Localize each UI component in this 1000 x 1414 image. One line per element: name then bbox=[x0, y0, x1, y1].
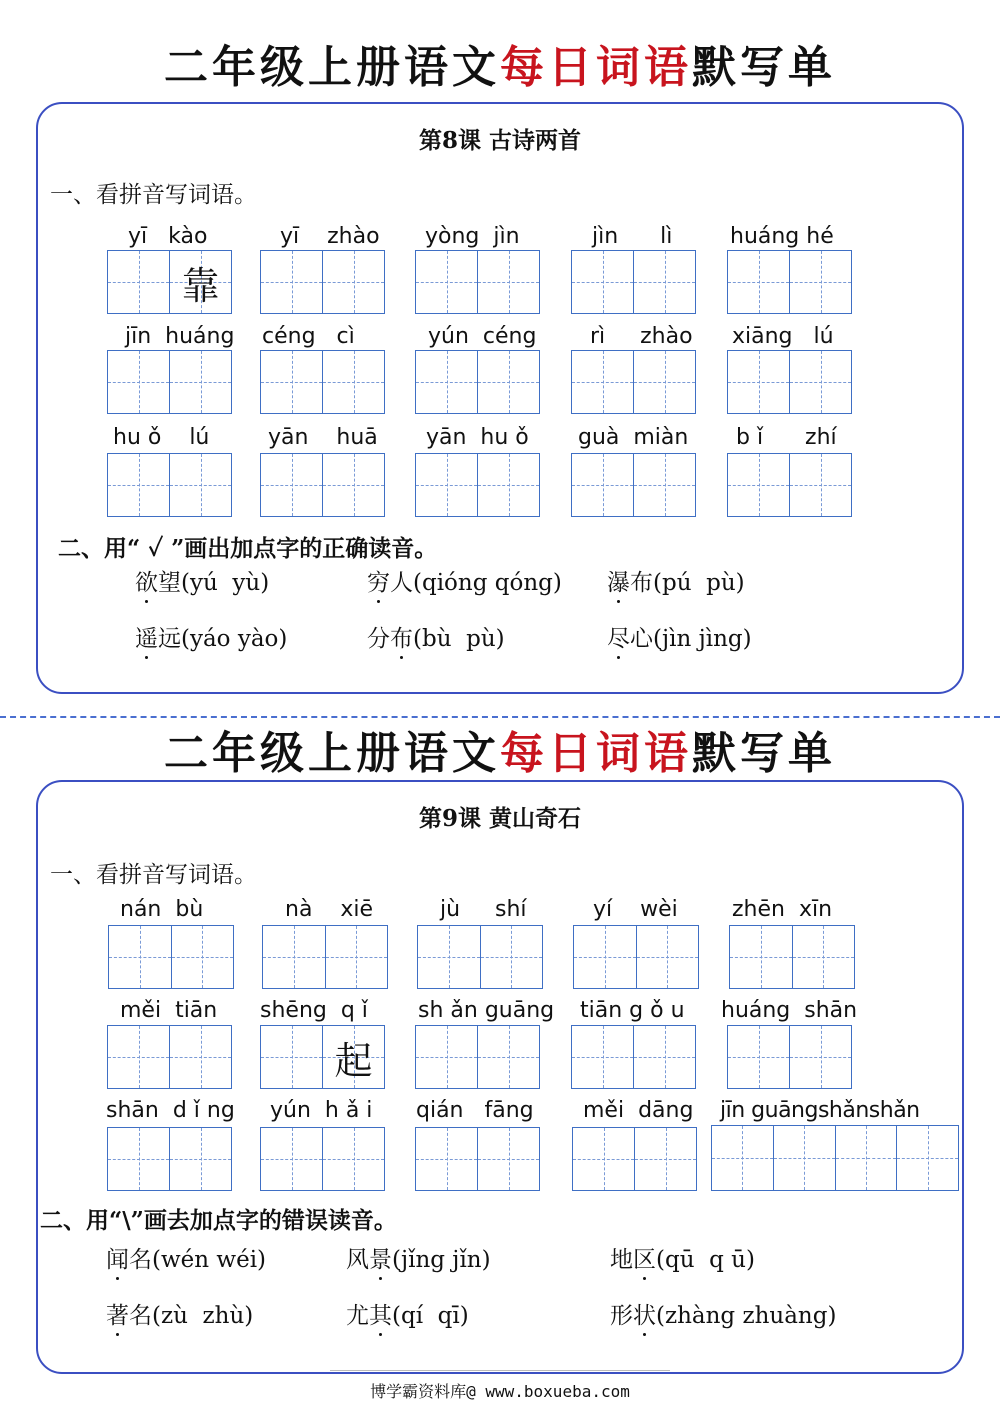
sheet2-pinyin: shēng q ǐ bbox=[260, 998, 368, 1023]
answer-grid[interactable] bbox=[107, 350, 232, 414]
sheet2-pinyin: tiān g ǒ u bbox=[580, 998, 685, 1023]
sheet1-pinyin: rì zhào bbox=[590, 324, 693, 349]
answer-grid[interactable] bbox=[107, 453, 232, 517]
sheet1-pinyin: guà miàn bbox=[578, 425, 689, 450]
answer-grid[interactable] bbox=[415, 1127, 540, 1191]
answer-grid[interactable] bbox=[727, 1025, 852, 1089]
answer-grid[interactable] bbox=[415, 250, 540, 314]
footer-rule bbox=[330, 1370, 670, 1371]
answer-grid[interactable] bbox=[571, 250, 696, 314]
sheet1-title-pre: 二年级上册语文 bbox=[164, 42, 500, 93]
answer-grid[interactable] bbox=[260, 1025, 385, 1089]
sheet1-section1-heading: 一、看拼音写词语。 bbox=[50, 182, 257, 208]
cut-line-divider bbox=[0, 716, 1000, 718]
footer-watermark: 博学霸资料库@ www.boxueba.com bbox=[370, 1382, 630, 1401]
reading-item[interactable]: 穷人(qióng qóng) bbox=[367, 570, 562, 596]
sheet1-pinyin: céng cì bbox=[262, 324, 355, 349]
sheet2-pinyin: měi dāng bbox=[583, 1098, 694, 1123]
sheet1-lesson-title: 第8课 古诗两首 bbox=[418, 127, 581, 154]
answer-grid[interactable] bbox=[417, 925, 543, 989]
sheet2-title-highlight: 每日词语 bbox=[500, 728, 692, 779]
sheet2-section2-heading: 二、用“\”画去加点字的错误读音。 bbox=[40, 1207, 397, 1234]
sheet1-pinyin: yān huā bbox=[268, 425, 378, 450]
sheet2-lesson-title: 第9课 黄山奇石 bbox=[418, 805, 581, 832]
sheet1-pinyin: yī zhào bbox=[280, 224, 380, 249]
answer-grid[interactable] bbox=[415, 1025, 540, 1089]
sheet2-section1-heading: 一、看拼音写词语。 bbox=[50, 862, 257, 888]
sheet2-pinyin: měi tiān bbox=[120, 998, 218, 1023]
sheet1-pinyin: huáng hé bbox=[730, 224, 834, 249]
answer-grid[interactable] bbox=[727, 350, 852, 414]
answer-grid[interactable] bbox=[571, 1025, 696, 1089]
answer-grid[interactable] bbox=[571, 350, 696, 414]
answer-grid[interactable] bbox=[573, 925, 699, 989]
sheet1-pinyin: jīn huáng bbox=[125, 324, 235, 349]
reading-item[interactable]: 欲望(yú yù) bbox=[135, 570, 270, 596]
reading-item[interactable]: 闻名(wén wéi) bbox=[106, 1247, 267, 1273]
reading-item[interactable]: 瀑布(pú pù) bbox=[607, 570, 745, 596]
answer-grid[interactable] bbox=[260, 453, 385, 517]
sheet2-pinyin: huáng shān bbox=[721, 998, 858, 1023]
answer-grid-four-char[interactable] bbox=[711, 1125, 959, 1191]
sheet1-pinyin: xiāng lú bbox=[732, 324, 834, 349]
sheet1-pinyin: yī kào bbox=[128, 224, 208, 249]
sheet2-pinyin: nà xiē bbox=[285, 897, 374, 922]
sheet1-pinyin: jìn lì bbox=[592, 224, 673, 249]
sheet1-title bbox=[0, 38, 1000, 98]
sheet2-pinyin: yún h ǎ i bbox=[270, 1098, 373, 1123]
answer-grid[interactable] bbox=[260, 1127, 385, 1191]
sheet2-pinyin: zhēn xīn bbox=[732, 897, 833, 922]
sheet2-pinyin: yí wèi bbox=[593, 897, 678, 922]
sheet2-pinyin: shān d ǐ ng bbox=[106, 1098, 235, 1123]
answer-grid[interactable] bbox=[727, 250, 852, 314]
answer-grid[interactable] bbox=[107, 250, 232, 314]
answer-grid[interactable] bbox=[572, 1127, 697, 1191]
answer-grid[interactable] bbox=[727, 453, 852, 517]
reading-item[interactable]: 著名(zù zhù) bbox=[106, 1303, 254, 1329]
sheet1-pinyin: b ǐ zhí bbox=[736, 425, 837, 450]
answer-grid[interactable] bbox=[729, 925, 855, 989]
sheet2-pinyin: qián fāng bbox=[416, 1098, 534, 1123]
answer-grid[interactable] bbox=[260, 350, 385, 414]
sheet1-pinyin: yān hu ǒ bbox=[426, 425, 529, 450]
sheet2-pinyin: jīn guāngshǎnshǎn bbox=[720, 1098, 920, 1123]
reading-item[interactable]: 形状(zhàng zhuàng) bbox=[610, 1303, 837, 1329]
sheet2-pinyin: jù shí bbox=[440, 897, 527, 922]
reading-item[interactable]: 遥远(yáo yào) bbox=[135, 626, 288, 652]
reading-item[interactable]: 分布(bù pù) bbox=[367, 626, 505, 652]
sheet2-pinyin: nán bù bbox=[120, 897, 204, 922]
answer-grid[interactable] bbox=[107, 1025, 232, 1089]
reading-item[interactable]: 尽心(jìn jìng) bbox=[607, 626, 752, 652]
sheet1-pinyin: yún céng bbox=[428, 324, 537, 349]
answer-grid[interactable] bbox=[107, 1127, 232, 1191]
answer-grid[interactable] bbox=[108, 925, 234, 989]
answer-grid[interactable] bbox=[415, 350, 540, 414]
reading-item[interactable]: 尤其(qí qī) bbox=[346, 1303, 469, 1329]
sheet2-title-post: 默写单 bbox=[692, 728, 836, 779]
filled-character: 靠 bbox=[181, 263, 220, 308]
sheet1-title-post: 默写单 bbox=[692, 42, 836, 93]
answer-grid[interactable] bbox=[260, 250, 385, 314]
reading-item[interactable]: 风景(jǐng jǐn) bbox=[346, 1247, 491, 1273]
answer-grid[interactable] bbox=[571, 453, 696, 517]
sheet1-section2-heading: 二、用“ ✓ ”画出加点字的正确读音。 bbox=[58, 535, 438, 562]
filled-character: 起 bbox=[334, 1038, 373, 1083]
sheet2-pinyin: sh ǎn guāng bbox=[418, 998, 555, 1023]
sheet1-title-highlight: 每日词语 bbox=[500, 42, 692, 93]
sheet2-title-pre: 二年级上册语文 bbox=[164, 728, 500, 779]
sheet2-title bbox=[0, 724, 1000, 784]
answer-grid[interactable] bbox=[262, 925, 388, 989]
sheet1-pinyin: yòng jìn bbox=[425, 224, 520, 249]
answer-grid[interactable] bbox=[415, 453, 540, 517]
reading-item[interactable]: 地区(qū q ū) bbox=[610, 1247, 755, 1273]
sheet1-pinyin: hu ǒ lú bbox=[113, 425, 210, 450]
